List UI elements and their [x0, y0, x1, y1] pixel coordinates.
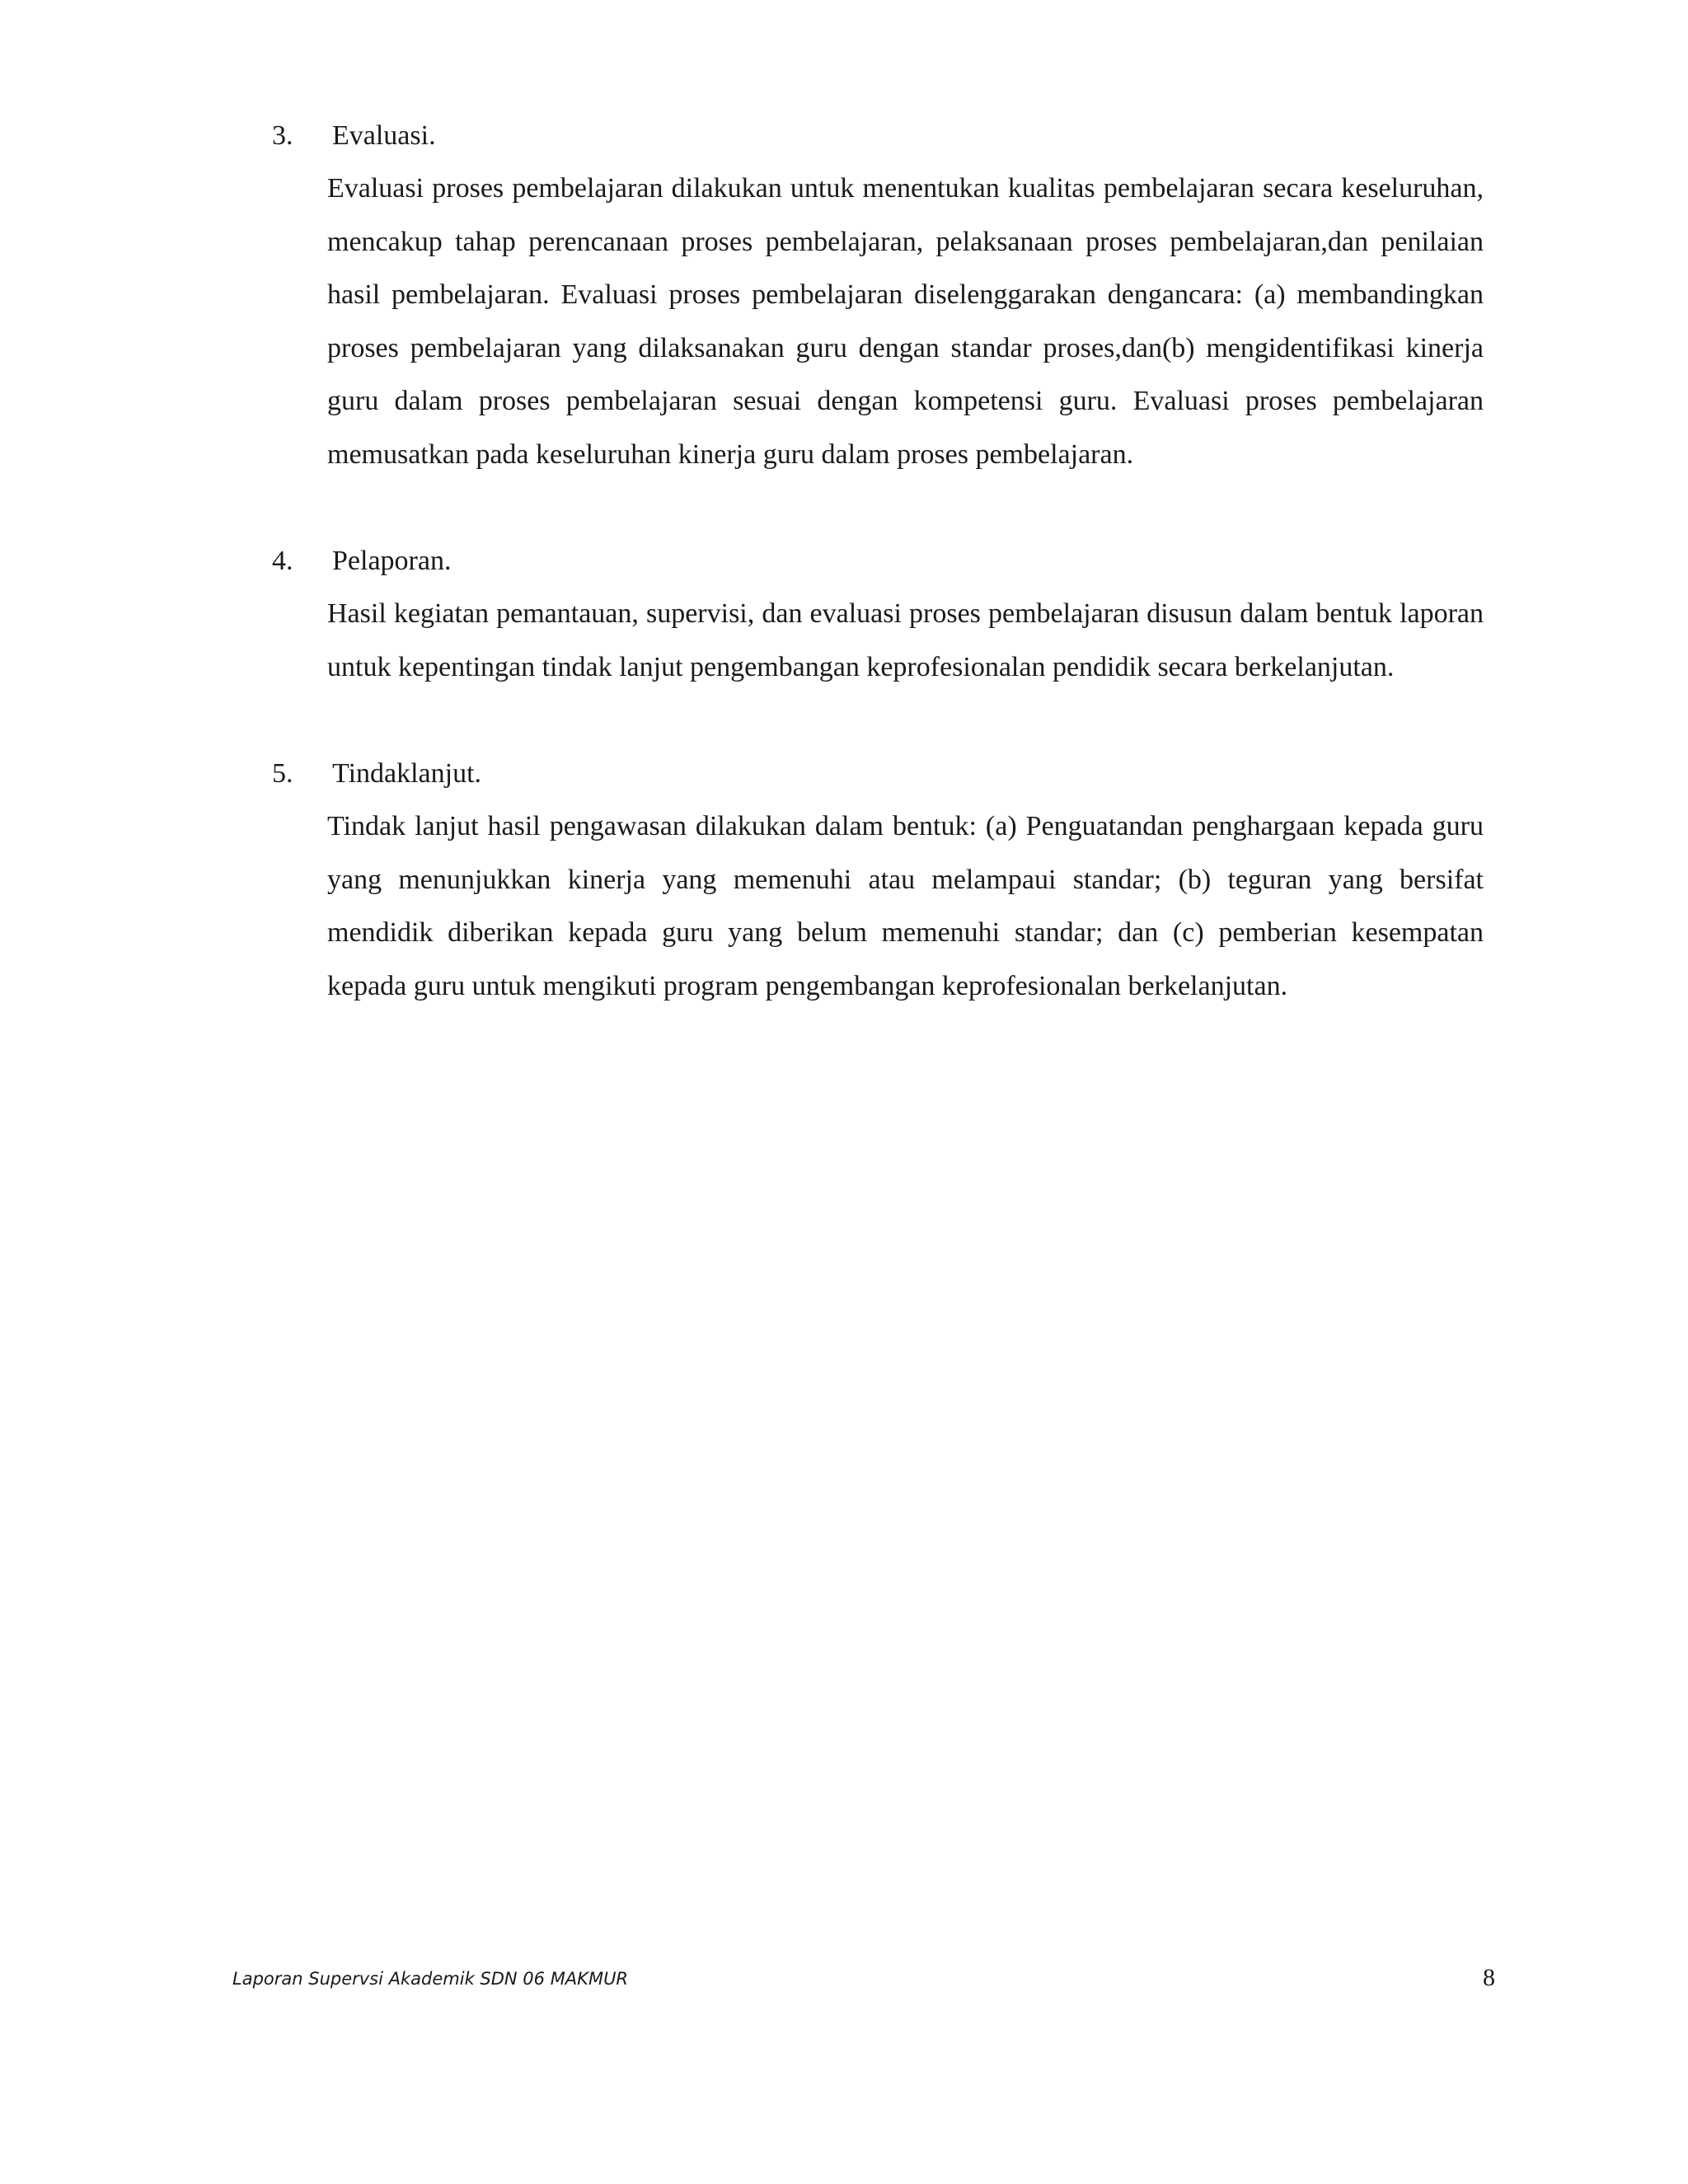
section-number: 3. — [272, 120, 293, 151]
section-title: Pelaporan. — [332, 546, 452, 576]
footer-title: Laporan Supervsi Akademik SDN 06 MAKMUR — [232, 1969, 629, 1989]
section-number: 5. — [272, 758, 293, 789]
section-title: Tindaklanjut. — [332, 758, 482, 789]
section-heading — [272, 748, 1484, 800]
section-paragraph: Hasil kegiatan pemantauan, supervisi, dan evaluasi proses pembelajaran disusun dalam bentuk laporan untuk kepentingan tindak lanjut pengembangan keprofesionalan pendidik secara berkelanjutan. — [327, 598, 1484, 682]
section-paragraph: Evaluasi proses pembelajaran dilakukan untuk menentukan kualitas pembelajaran secara keseluruhan, mencakup tahap perencanaan proses pembelajaran, pelaksanaan proses pembelajaran,dan penilaian hasil pembelajaran. Evaluasi proses pembelajaran diselenggarakan dengancara: (a) membandingkan proses pembelajaran yang dilaksanakan guru dengan standar proses,dan(b) mengidentifikasi kinerja guru dalam proses pembelajaran sesuai dengan kompetensi guru. Evaluasi proses pembelajaran memusatkan pada keseluruhan kinerja guru dalam proses pembelajaran. — [327, 173, 1484, 470]
section-tindaklanjut — [272, 748, 1484, 1013]
section-pelaporan — [272, 535, 1484, 694]
section-heading — [272, 110, 1484, 162]
section-paragraph: Tindak lanjut hasil pengawasan dilakukan dalam bentuk: (a) Penguatandan penghargaan kepada guru yang menunjukkan kinerja yang memenuhi atau melampaui standar; (b) teguran yang bersifat mendidik diberikan kepada guru yang belum memenuhi standar; dan (c) pemberian kesempatan kepada guru untuk mengikuti program pengembangan keprofesionalan berkelanjutan. — [327, 811, 1484, 1001]
page-number: 8 — [1483, 1964, 1495, 1991]
section-title: Evaluasi. — [332, 120, 436, 151]
section-number: 4. — [272, 546, 293, 576]
section-evaluasi — [272, 110, 1484, 482]
section-heading — [272, 535, 1484, 588]
